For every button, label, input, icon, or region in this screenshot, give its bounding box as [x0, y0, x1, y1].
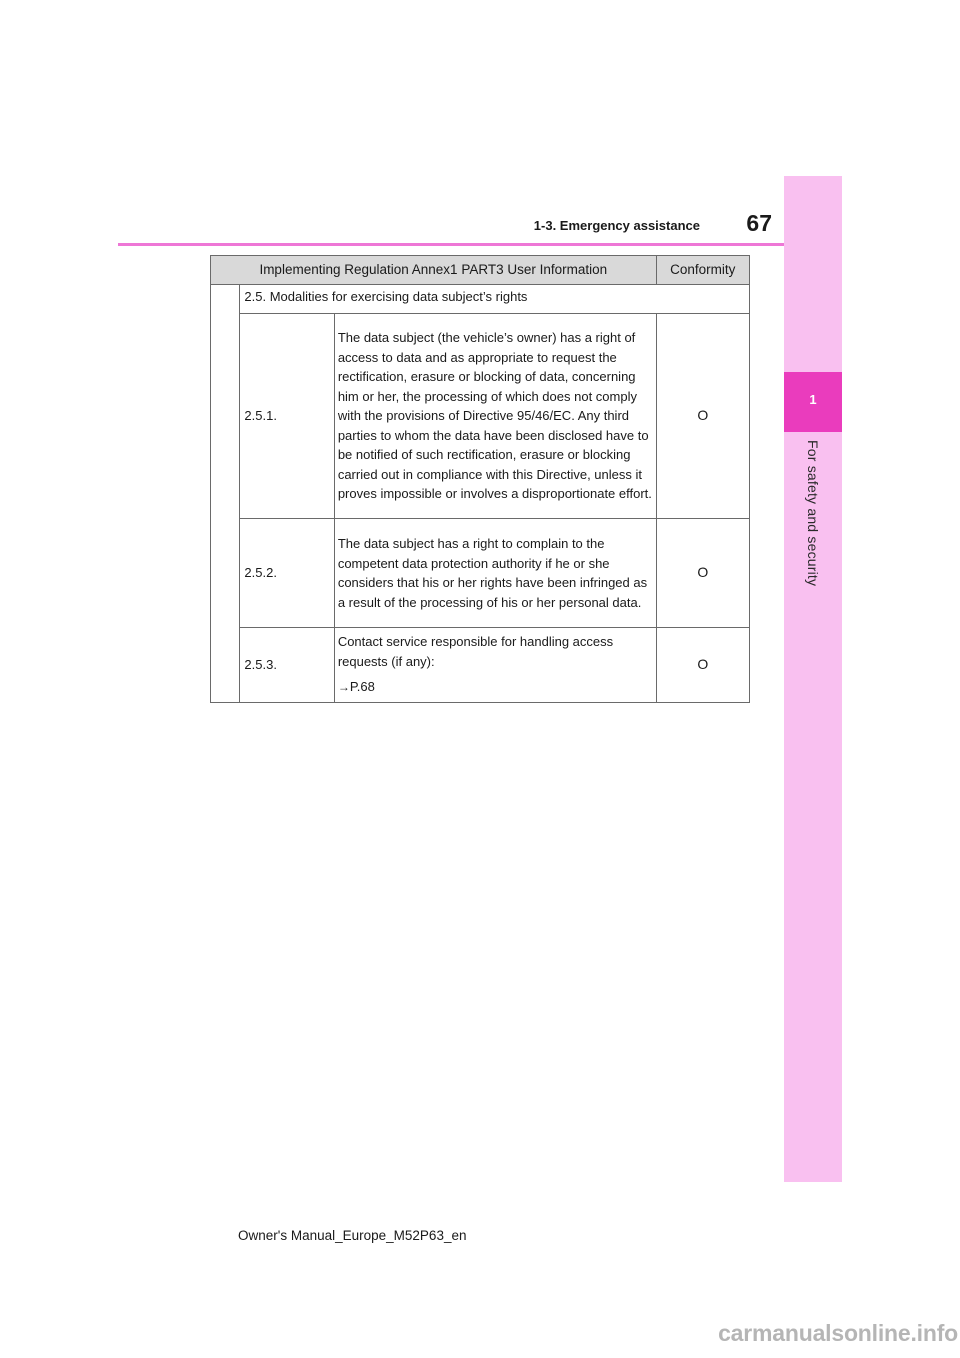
chapter-title-container: [784, 440, 842, 640]
row-number: 2.5.1.: [240, 314, 334, 519]
indent-cell: [211, 285, 240, 703]
table-subheading-row: [211, 285, 750, 314]
row-conformity: O: [656, 519, 749, 628]
page-reference-link[interactable]: [338, 677, 653, 698]
manual-id: Owner's Manual_Europe_M52P63_en: [238, 1228, 467, 1243]
row-conformity: O: [656, 628, 749, 703]
row-number: 2.5.3.: [240, 628, 334, 703]
table-row: [211, 519, 750, 628]
page-number: 67: [746, 210, 772, 236]
header-conformity: Conformity: [656, 256, 749, 285]
table-header-row: [211, 256, 750, 285]
section-title: 1-3. Emergency assistance: [533, 218, 700, 233]
arrow-right-icon: →: [337, 680, 350, 695]
row-text: Contact service responsible for handling access requests (if any):: [337, 634, 614, 669]
row-number: 2.5.2.: [240, 519, 334, 628]
row-text: The data subject (the vehicle’s owner) has a right of access to data and as appropriate to request the rectification, erasure or blocking of data, concerning him or her, the processing of which does not comply with the provisions of Directive 95/46/EC. Any third parties to whom the data have been disclosed have to be notified of such rectification, erasure or blocking carried out in compliance with this Directive, unless it proves impossible or involves a disproportionate effort.: [334, 314, 656, 519]
table-row: [211, 628, 750, 703]
row-conformity: O: [656, 314, 749, 519]
chapter-number: 1: [809, 392, 817, 407]
header-rule: [118, 243, 784, 246]
chapter-title: For safety and security: [805, 440, 821, 587]
subheading-cell: 2.5. Modalities for exercising data subject’s rights: [240, 285, 750, 314]
row-text: The data subject has a right to complain to the competent data protection authority if he or she considers that his or her rights have been infringed as a result of the processing of his or her personal data.: [334, 519, 656, 628]
table-row: [211, 314, 750, 519]
watermark: carmanualsonline.info: [718, 1320, 958, 1346]
row-text-cell: [334, 628, 656, 703]
header-user-information: Implementing Regulation Annex1 PART3 User Information: [211, 256, 657, 285]
user-information-table: [210, 255, 750, 703]
side-tab: [784, 176, 842, 1182]
page-reference: P.68: [349, 679, 375, 695]
